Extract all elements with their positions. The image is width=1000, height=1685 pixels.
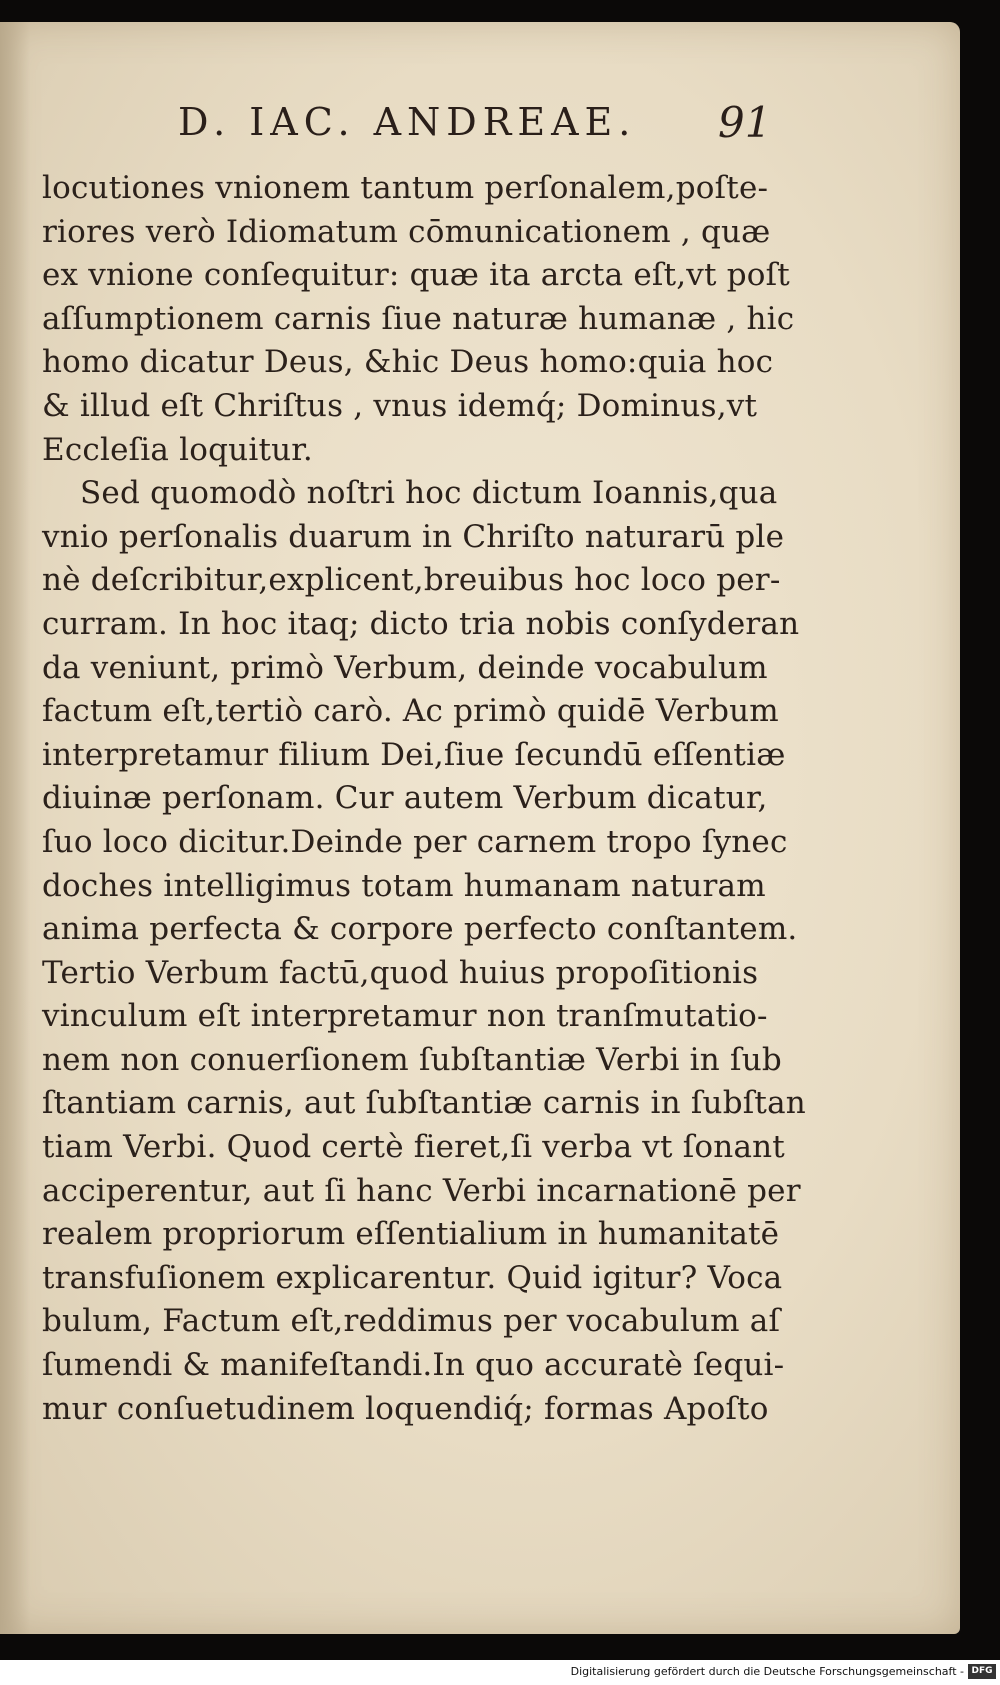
running-head-title: D. IAC. ANDREAE. — [178, 100, 637, 144]
text-line: anima perfecta & corpore perfecto conſtantem. — [42, 911, 798, 948]
text-line: transfuſionem explicarentur. Quid igitur? Voca — [42, 1259, 783, 1296]
text-line: Eccleſia loquitur. — [42, 431, 313, 468]
text-line: vinculum eſt interpretamur non tranſmutatio- — [42, 998, 768, 1035]
text-line: vnio perſonalis duarum in Chriſto naturarū ple — [42, 518, 785, 555]
text-line: acciperentur, aut ſi hanc Verbi incarnationē per — [42, 1172, 801, 1209]
page-number: 91 — [718, 98, 772, 147]
body-text — [42, 167, 806, 1431]
text-line: ſtantiam carnis, aut ſubſtantiæ carnis in ſubſtan — [42, 1085, 806, 1122]
dfg-logo-icon: DFG — [968, 1664, 996, 1679]
text-line: nè deſcribitur,explicent,breuibus hoc loco per- — [42, 562, 781, 599]
text-line: nem non conuerſionem ſubſtantiæ Verbi in ſub — [42, 1041, 782, 1078]
book-page — [0, 22, 960, 1634]
text-line: aſſumptionem carnis ſiue naturæ humanæ , hic — [42, 300, 795, 337]
text-line: mur conſuetudinem loquendiq́; formas Apoſto — [42, 1390, 769, 1427]
paragraph-start-line: Sed quomodò noſtri hoc dictum Ioannis,qua — [80, 475, 778, 512]
text-line: homo dicatur Deus, &hic Deus homo:quia hoc — [42, 344, 774, 381]
running-head — [0, 100, 960, 160]
text-line: locutiones vnionem tantum perſonalem,poſte- — [42, 170, 769, 206]
text-line: doches intelligimus totam humanam naturam — [42, 867, 766, 904]
page-gutter-shadow — [0, 22, 30, 1634]
text-line: ſuo loco dicitur.Deinde per carnem tropo ſynec — [42, 823, 788, 860]
text-line: factum eſt,tertiò carò. Ac primò quidē Verbum — [42, 693, 779, 730]
digitization-footer — [0, 1660, 1000, 1685]
text-line: ex vnione conſequitur: quæ ita arcta eſt,vt poſt — [42, 257, 790, 294]
text-line: ſumendi & manifeſtandi.In quo accuratè ſequi- — [42, 1347, 785, 1384]
text-line: riores verò Idiomatum cōmunicationem , quæ — [42, 213, 771, 250]
text-line: realem propriorum eſſentialium in humanitatē — [42, 1216, 780, 1253]
funding-credit: Digitalisierung gefördert durch die Deutsche Forschungsgemeinschaft - — [570, 1665, 964, 1678]
text-line: curram. In hoc itaq; dicto tria nobis conſyderan — [42, 605, 800, 642]
text-line: & illud eſt Chriſtus , vnus idemq́; Dominus,vt — [42, 387, 758, 424]
text-line: bulum, Factum eſt,reddimus per vocabulum aſ — [42, 1303, 781, 1340]
text-line: tiam Verbi. Quod certè fieret,ſi verba vt ſonant — [42, 1129, 785, 1166]
text-line: da veniunt, primò Verbum, deinde vocabulum — [42, 649, 768, 686]
text-line: interpretamur filium Dei,ſiue ſecundū eſſentiæ — [42, 736, 786, 773]
text-line: Tertio Verbum factū,quod huius propoſitionis — [42, 954, 759, 991]
text-line: diuinæ perſonam. Cur autem Verbum dicatur, — [42, 780, 768, 817]
